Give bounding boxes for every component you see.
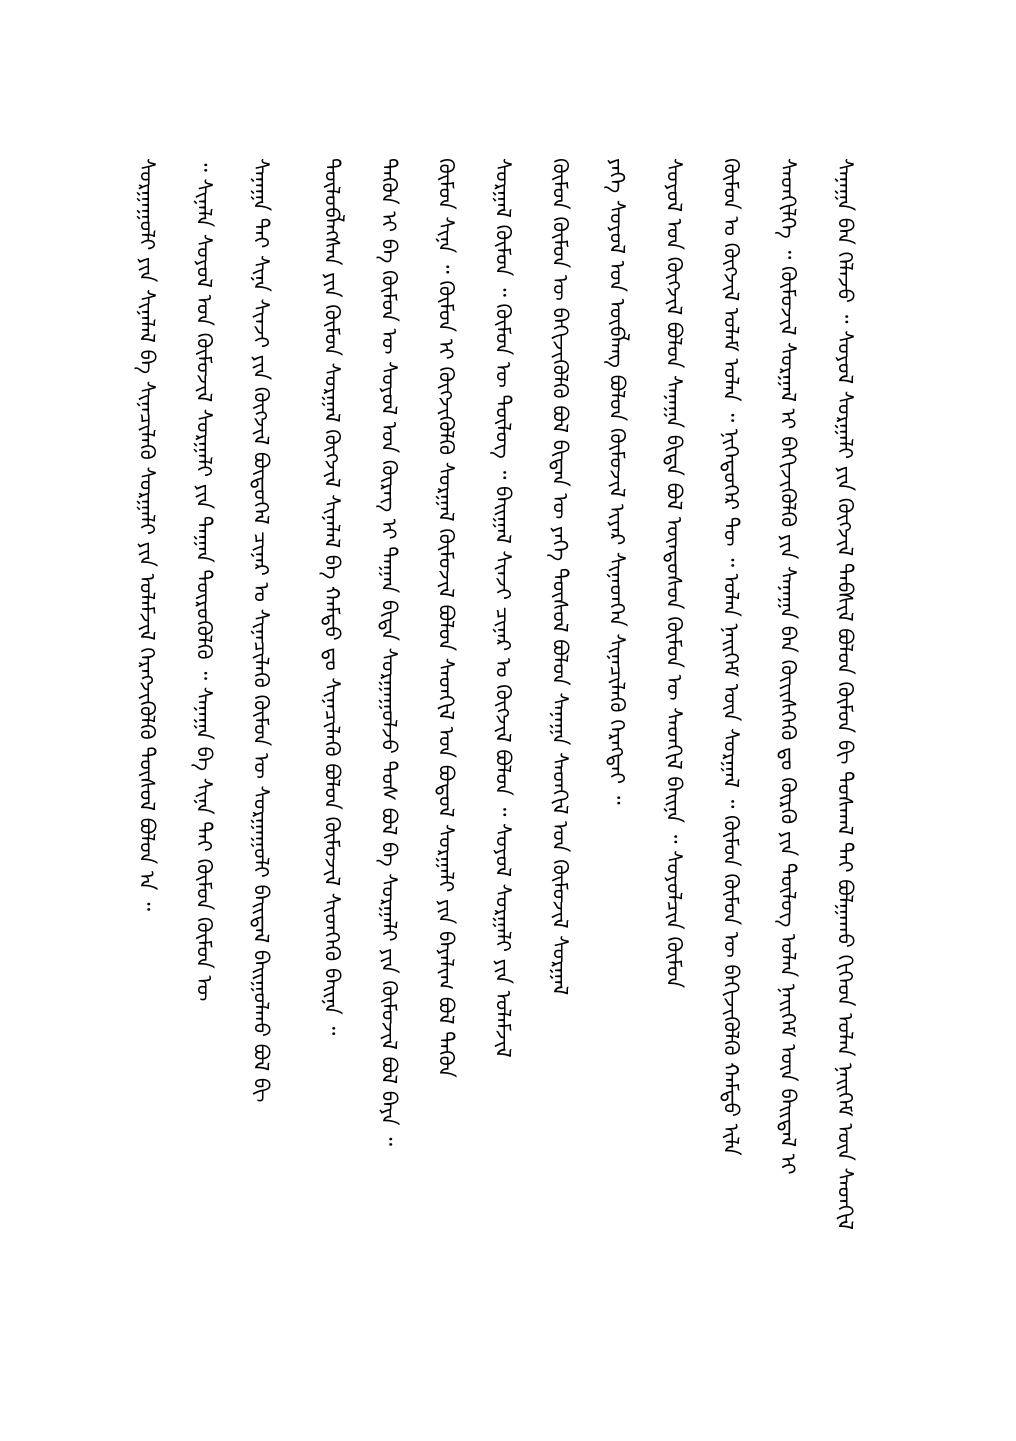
text-line: ᠰᠡᠳᠬᠢᠯᠭᠡ ᠃ ᠬᠦᠮᠦᠵᠢᠯ ᠰᠤᠷᠭᠠᠯ ᠢ ᠪᠡᠬᠢᠵᠢᠭᠦᠯᠬᠦ ᠶᠢᠨ ᠰᠠᠨᠠᠭᠠ ᠪᠠᠨ ᠬᠦᠢᠢᠰᠭᠡᠬᠦ ᠳᠤ ᠬᠦᠷᠬᠦ ᠶᠢᠨ ᠲᠥᠯᠦᠭ᠌ ᠣᠯᠠᠨ ᠨᠡᠢᠭᠡᠮ ᠦᠨ ᠪᠠᠢᠳᠠᠯ ᠢ bbox=[776, 158, 800, 1175]
text-line: ᠰᠠᠨᠠᠭᠠ ᠲᠠᠢ ᠰᠢᠨᠡ ᠰᠢᠨᠵᠢ ᠶᠢᠨ ᠬᠥᠭᠵᠢᠯ ᠪᠦᠲᠦᠭᠡᠯ ᠴᠢᠨᠠᠷ ᠤ ᠰᠢᠨᠡᠴᠢᠯᠡᠬᠦ ᠬᠦᠮᠦᠨ ᠦ ᠰᠤᠷᠭᠠᠭᠤᠯᠢ ᠪᠠᠢᠳᠠᠯ ᠪᠠᠢᠭᠤᠯᠬᠤ ᠪᠣᠯ ᠪᠢ bbox=[249, 158, 273, 1103]
text-line: ᠲᠥᠯᠦᠪᠯᠡᠭᠰᠡᠨ ᠶᠢᠨ ᠬᠦᠮᠦᠨ ᠰᠤᠷᠭᠠᠯ ᠬᠥᠭᠵᠢᠯ ᠰᠢᠨᠡᠯᠡᠯ ᠪᠠ ᠬᠠᠮᠲᠤ ᠳᠤ ᠰᠢᠨᠡᠴᠢᠯᠡᠬᠦ ᠪᠣᠯᠤᠨ ᠬᠦᠮᠦᠵᠢᠯ ᠰᠢᠳᠬᠡᠬᠦ ᠪᠠᠢᠨᠠ ᠃ bbox=[320, 158, 344, 1036]
text-line: ᠬᠦᠮᠦᠨ ᠬᠦᠮᠦᠨ ᠦ ᠪᠡᠬᠢᠵᠢᠭᠦᠯᠬᠦ ᠪᠣᠯ ᠪᠢᠳᠡᠨ ᠦ ᠶᠡᠬᠡ ᠲᠥᠰᠥᠯ ᠪᠣᠯᠤᠨ ᠰᠠᠨᠠᠭᠠ ᠰᠡᠳᠬᠢᠯ ᠤᠨ ᠬᠦᠮᠦᠵᠢᠯ ᠰᠤᠷᠭᠠᠯ bbox=[548, 158, 572, 996]
text-line: ᠰᠤᠷᠭᠠᠯ ᠬᠦᠮᠦᠨ ᠃ ᠬᠦᠮᠦᠨ ᠦ ᠲᠥᠯᠦᠭ ᠃ ᠪᠠᠢᠭᠠᠯ ᠰᠢᠨᠵᠢ ᠴᠢᠨᠠᠷ ᠤ ᠬᠥᠭᠵᠢᠯ ᠪᠣᠯᠤᠨ ᠃ ᠰᠣᠶᠤᠯ ᠰᠤᠷᠭᠠᠯᠢ ᠶᠢᠨ ᠤᠯᠠᠮᠵᠢᠯ bbox=[491, 158, 515, 1058]
text-line: ᠬᠦᠮᠦᠨ ᠤ ᠬᠥᠭᠵᠢᠯ ᠤᠯᠠᠮ ᠣᠯᠠᠨ ᠃ ᠨᠢᠭᠡᠳᠦᠭᠡᠷ ᠲᠦ ᠃ ᠣᠯᠠᠨ ᠨᠡᠢᠭᠡᠮ ᠦᠨ ᠰᠤᠷᠭᠠᠯ ᠃ ᠬᠦᠮᠦᠨ ᠬᠦᠮᠦᠨ ᠦ ᠪᠡᠬᠢᠵᠢᠭᠦᠯᠬᠦ ᠬᠠᠮᠲᠤ ᠢᠯᠡ bbox=[719, 158, 743, 1156]
text-line: ᠬᠦᠮᠦᠨ ᠰᠢᠨᠡ ᠃ ᠬᠦᠮᠦᠨ ᠢ ᠬᠥᠭᠵᠢᠭᠦᠯᠬᠦ ᠰᠤᠷᠭᠠᠯ ᠬᠦᠮᠦᠵᠢᠯ ᠪᠣᠯᠤᠨ ᠰᠡᠳᠬᠢᠯ ᠤᠨ ᠪᠣᠳᠤᠯ ᠰᠤᠷᠭᠠᠯᠢ ᠶᠢᠨ ᠪᠠᠶᠠᠯᠢᠭ ᠪᠣᠯ ᠲᠡᠭᠦᠨ bbox=[434, 158, 458, 1078]
text-line: ᠰᠠᠨᠠᠭᠠ ᠪᠠᠨ ᠬᠡᠯᠡᠵᠦ ᠃ ᠰᠣᠶᠤᠯ ᠰᠤᠷᠭᠠᠯᠢ ᠶᠢᠨ ᠬᠥᠭᠵᠢᠯ ᠳᠡᠪᠰᠢᠯ ᠪᠣᠯᠤᠨ ᠬᠦᠮᠦᠨ ᠪᠢ ᠳᠤᠰᠬᠠᠯ ᠲᠠᠢ ᠪᠣᠯᠭᠠᠬᠤ ᠬᠢᠭᠡᠳ ᠣᠯᠠᠨ ᠨᠡᠢᠭᠡᠮ ᠦᠨ ᠰᠡᠳᠬᠢᠯ bbox=[833, 158, 857, 1230]
text-line: ᠶᠡᠬᠡ ᠰᠣᠶᠤᠯ ᠤᠨ ᠥᠪᠯᠡᠩ ᠪᠣᠯᠤᠨ ᠬᠦᠮᠦᠵᠢᠯ ᠢᠶᠡᠷ ᠰᠢᠨᠡᠳᠭᠡᠨ ᠰᠢᠨᠡᠴᠢᠯᠡᠬᠦ ᠬᠡᠷᠡᠭᠲᠡᠢ ᠃ bbox=[605, 158, 629, 805]
text-line: ᠰᠤᠷᠭᠠᠭᠤᠯᠢ ᠶᠢᠨ ᠰᠢᠨᠡᠯᠡᠯ ᠪᠠ ᠰᠢᠨᠡᠴᠢᠯᠡᠬᠦ ᠰᠤᠷᠭᠠᠯᠢ ᠶᠢᠨ ᠤᠯᠠᠮᠵᠢᠯ ᠬᠡᠷᠡᠭᠵᠢᠭᠦᠯᠬᠦ ᠲᠥᠰᠥᠯ ᠪᠣᠯᠤᠨ ᠠ ᠃ bbox=[135, 158, 159, 911]
text-line: ᠰᠣᠶᠤᠯ ᠤᠨ ᠬᠥᠭᠵᠢᠯ ᠪᠣᠯᠤᠨ ᠰᠠᠨᠠᠭᠠ ᠪᠢᠳᠡ ᠪᠣᠯ ᠦᠨᠳᠦᠰᠦᠨ ᠬᠦᠮᠦᠨ ᠦ ᠰᠡᠳᠬᠢᠯ ᠪᠠᠢᠨᠠ ᠃ ᠰᠣᠶᠤᠯᠴᠢᠨ ᠬᠦᠮᠦᠨ bbox=[662, 158, 686, 989]
text-line: ᠃ ᠰᠢᠨᠡᠯᠡ ᠰᠣᠶᠤᠯ ᠤᠨ ᠬᠦᠮᠦᠵᠢᠯ ᠰᠤᠷᠭᠠᠯᠢ ᠶᠢᠨ ᠳᠠᠭᠠᠨ ᠲᠥᠷᠦᠭᠦᠯᠬᠦ ᠃ ᠰᠠᠨᠠᠭᠠ ᠪᠠ ᠰᠢᠨᠡ ᠲᠠᠢ ᠬᠦᠮᠦᠨ ᠬᠦᠮᠦᠨ ᠦ bbox=[192, 158, 216, 1002]
text-line: ᠲᠡᠭᠦᠨ ᠢ ᠪᠡ ᠬᠦᠮᠦᠨ ᠦ ᠰᠣᠶᠤᠯ ᠤᠨ ᠬᠦᠷᠡᠭ ᠢ ᠳᠠᠭᠠᠨ ᠪᠢᠳᠡ ᠰᠤᠷᠭᠠᠭᠤᠯᠵᠤ ᠲᠤᠰ ᠪᠣᠯ ᠪᠠ ᠰᠤᠷᠭᠠᠯᠢ ᠶᠢᠨ ᠬᠦᠮᠦᠵᠢᠯ ᠪᠣᠯ ᠪᠡᠶᠡ ᠃ bbox=[377, 158, 401, 1146]
